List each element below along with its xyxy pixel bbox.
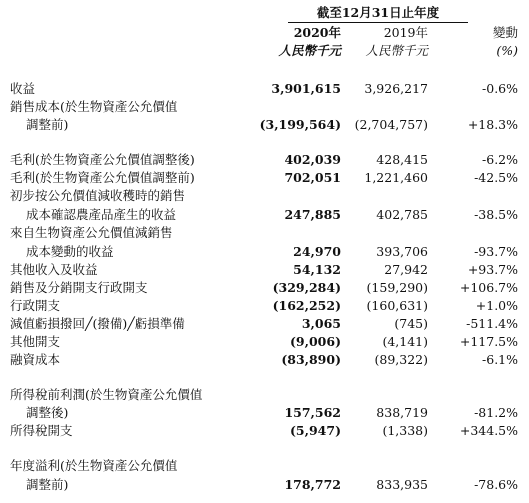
value-change: +18.3% [467,117,518,132]
value-change: -6.1% [482,352,518,367]
value-2020: 54,132 [293,262,341,277]
period-underline [288,22,468,23]
row-profit-before-tax [0,404,529,422]
value-2019: (159,290) [366,280,428,295]
value-change: +106.7% [459,280,518,295]
value-2019: 27,942 [384,262,428,277]
row-other-expenses [0,333,529,351]
value-change: -6.2% [482,152,518,167]
value-2020: (329,284) [272,280,341,295]
value-2020: 178,772 [284,477,341,492]
value-2019: 1,221,460 [364,170,428,185]
row-label: 其他開支 [10,334,61,349]
row-revenue [0,80,529,98]
row-label: 毛利(於生物資產公允價值調整前) [10,170,195,185]
row-selling-expenses [0,279,529,297]
column-2019-year: 2019年 [383,25,428,40]
value-change: +93.7% [467,262,518,277]
row-label: 行政開支 [10,298,61,313]
value-2020: 3,065 [301,316,341,331]
column-change-unit: (%) [496,43,518,58]
value-2019: 428,415 [376,152,428,167]
value-2020: (3,199,564) [259,117,341,132]
value-2020: 24,970 [293,244,341,259]
value-change: -93.7% [474,244,518,259]
row-agri-produce-gain [0,206,529,224]
row-label: 成本確認農產品產生的收益 [26,207,177,222]
value-change: -0.6% [482,81,518,96]
value-change: -78.6% [474,477,518,492]
row-label: 調整前) [26,117,69,132]
row-agri-produce-line1 [0,187,529,205]
value-change: +1.0% [475,298,518,313]
row-profit-for-year [0,476,529,494]
value-2020: 702,051 [284,170,341,185]
value-2020: (83,890) [281,352,341,367]
row-impairment [0,315,529,333]
value-2019: (1,338) [382,423,428,438]
value-change: +117.5% [459,334,518,349]
row-label: 銷售成本(於生物資產公允價值 [10,99,178,114]
value-2019: 833,935 [376,477,428,492]
row-bio-assets-gain [0,243,529,261]
row-gross-profit-after [0,151,529,169]
value-2019: (89,322) [374,352,428,367]
value-2019: (4,141) [382,334,428,349]
row-label: 來自生物資產公允價值減銷售 [10,225,173,240]
row-profit-before-tax-line1 [0,386,529,404]
value-change: -38.5% [474,207,518,222]
row-label: 年度溢利(於生物資產公允價值 [10,458,178,473]
header-period-row [0,4,529,22]
row-label: 減值虧損撥回╱(撥備)╱虧損準備 [10,316,185,331]
row-bio-assets-line1 [0,224,529,242]
value-2019: 3,926,217 [364,81,428,96]
value-change: +344.5% [459,423,518,438]
row-gross-profit-before [0,169,529,187]
value-2020: (162,252) [272,298,341,313]
row-label: 所得稅前利潤(於生物資產公允價值 [10,387,203,402]
row-profit-for-year-line1 [0,457,529,475]
header-year-row [0,24,529,42]
row-label: 調整後) [26,405,69,420]
value-2020: 247,885 [284,207,341,222]
column-2020-year: 2020年 [293,25,341,40]
row-label: 成本變動的收益 [26,244,114,259]
value-2019: (2,704,757) [354,117,428,132]
value-2019: (160,631) [366,298,428,313]
row-label: 其他收入及收益 [10,262,98,277]
value-2019: 393,706 [376,244,428,259]
row-label: 所得稅開支 [10,423,73,438]
column-2020-unit: 人民幣千元 [278,43,341,58]
row-label: 收益 [10,81,36,96]
row-cost-of-sales [0,116,529,134]
row-cost-of-sales-line1 [0,98,529,116]
row-label: 初步按公允價值減收穫時的銷售 [10,188,186,203]
row-admin-expenses [0,297,529,315]
row-label: 融資成本 [10,352,61,367]
column-change-title: 變動 [492,25,518,40]
row-finance-costs [0,351,529,369]
row-income-tax [0,422,529,440]
row-label: 調整前) [26,477,69,492]
value-2020: (5,947) [290,423,341,438]
value-change: -81.2% [474,405,518,420]
header-unit-row [0,42,529,60]
period-title: 截至12月31日止年度 [316,5,440,20]
row-label: 毛利(於生物資產公允價值調整後) [10,152,195,167]
row-label: 銷售及分銷開支行政開支 [10,280,148,295]
value-2020: (9,006) [290,334,341,349]
value-2020: 157,562 [284,405,341,420]
value-2019: 402,785 [376,207,428,222]
column-2019-unit: 人民幣千元 [365,43,428,58]
value-change: -42.5% [474,170,518,185]
value-2019: (745) [394,316,428,331]
value-2019: 838,719 [376,405,428,420]
value-2020: 402,039 [284,152,341,167]
value-change: -511.4% [466,316,518,331]
row-other-income [0,261,529,279]
value-2020: 3,901,615 [271,81,341,96]
